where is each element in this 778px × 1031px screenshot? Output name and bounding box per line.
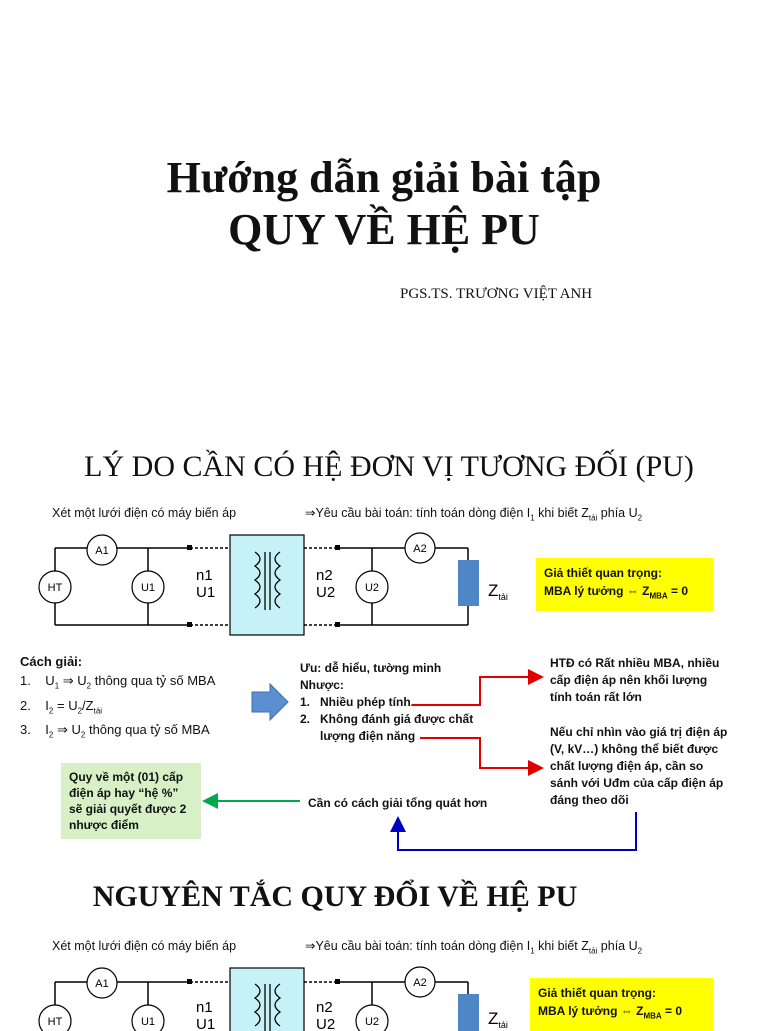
n2-label-2: n2 xyxy=(316,999,333,1016)
assumption-statement: MBA lý tưởng ⇔ $Z_{MBA} = 0$ xyxy=(544,584,689,601)
a2-label-2: A2 xyxy=(413,977,427,989)
solution-title: Cách giải: xyxy=(20,654,83,669)
transformer-icon-2 xyxy=(230,968,304,1031)
u1-meter-label-2: U1 xyxy=(140,1016,156,1028)
red-arrow-1 xyxy=(412,677,542,705)
step-2: 2. $I_2 = U_2/Z_{tải}$ xyxy=(20,697,103,716)
red-arrow-2 xyxy=(420,738,542,768)
z-load-label-2: $Z_{tải}$ xyxy=(488,1009,508,1030)
z-load-label: $Z_{tải}$ xyxy=(488,581,508,602)
assumption-statement-2: MBA lý tưởng ⇔ $Z_{MBA} = 0$ xyxy=(538,1004,683,1021)
n2-label: n2 xyxy=(316,567,333,584)
section2-circuit-diagram xyxy=(0,962,540,1031)
step-1: 1. $U_1$ ⇒ $U_2$ thông qua tỷ số MBA xyxy=(20,673,216,691)
note-many-transformers: HTĐ có Rất nhiều MBA, nhiều cấp điện áp nên khối lượng tính toán rất lớn xyxy=(550,656,720,704)
section2-intro-left: Xét một lưới điện có máy biến áp xyxy=(52,939,237,953)
a1-label: A1 xyxy=(95,545,109,557)
u1-winding-label-2: U1 xyxy=(196,1016,216,1031)
u1-winding-label: U1 xyxy=(196,584,216,601)
step-3: 3. $I_2$ ⇒ $U_2$ thông qua tỷ số MBA xyxy=(20,722,210,740)
u2-winding-label-2: U2 xyxy=(316,1016,336,1031)
u2-meter-label: U2 xyxy=(364,582,380,594)
assumption-title: Giả thiết quan trọng: xyxy=(544,566,662,580)
a1-label-2: A1 xyxy=(95,978,109,990)
assumption-title-2: Giả thiết quan trọng: xyxy=(538,986,656,1000)
section1-intro-left: Xét một lưới điện có máy biến áp xyxy=(52,506,237,520)
note-voltage-quality: Nếu chỉ nhìn vào giá trị điện áp (V, kV…) không thể biết được chất lượng điện áp, cần so sánh với Uđm của cấp điện áp đáng theo dõi xyxy=(550,725,728,807)
u1-meter-label: U1 xyxy=(140,582,156,594)
green-solution-box: Quy về một (01) cấp điện áp hay “hệ %” sẽ giải quyết được 2 nhược điểm xyxy=(61,763,201,839)
title-line-2: QUY VỀ HỆ PU xyxy=(228,205,540,254)
section1-intro-right: ⇒Yêu cầu bài toán: tính toán dòng điện $I_1$ khi biết $Z_{tải}$ phía $U_2$ xyxy=(305,506,643,523)
u2-winding-label: U2 xyxy=(316,584,336,601)
a2-label: A2 xyxy=(413,543,427,555)
author: PGS.TS. TRƯƠNG VIỆT ANH xyxy=(400,286,593,302)
section2-assumption-box xyxy=(530,978,713,1031)
ht-label-2: HT xyxy=(47,1016,63,1028)
n1-label-2: n1 xyxy=(196,999,213,1016)
n1-label: n1 xyxy=(196,567,213,584)
pros-text: Ưu: dễ hiểu, tường minh xyxy=(300,661,442,675)
title-line-1: Hướng dẫn giải bài tập xyxy=(166,153,602,202)
blue-arrow xyxy=(398,812,636,850)
con-item-2: 2. Không đánh giá được chất lượng điện năng xyxy=(300,712,474,743)
u2-meter-label-2: U2 xyxy=(364,1016,380,1028)
cons-title: Nhược: xyxy=(300,678,344,692)
section2-heading: NGUYÊN TẮC QUY ĐỔI VỀ HỆ PU xyxy=(92,880,578,913)
load-impedance-icon-2 xyxy=(458,994,479,1031)
section2-intro-right: ⇒Yêu cầu bài toán: tính toán dòng điện $I_1$ khi biết $Z_{tải}$ phía $U_2$ xyxy=(305,939,643,956)
ht-label: HT xyxy=(47,582,63,594)
con-item-1: 1. Nhiều phép tính. xyxy=(300,695,414,709)
section1-heading: LÝ DO CẦN CÓ HỆ ĐƠN VỊ TƯƠNG ĐỐI (PU) xyxy=(84,450,694,483)
general-solution-text: Cần có cách giải tổng quát hơn xyxy=(308,796,488,810)
